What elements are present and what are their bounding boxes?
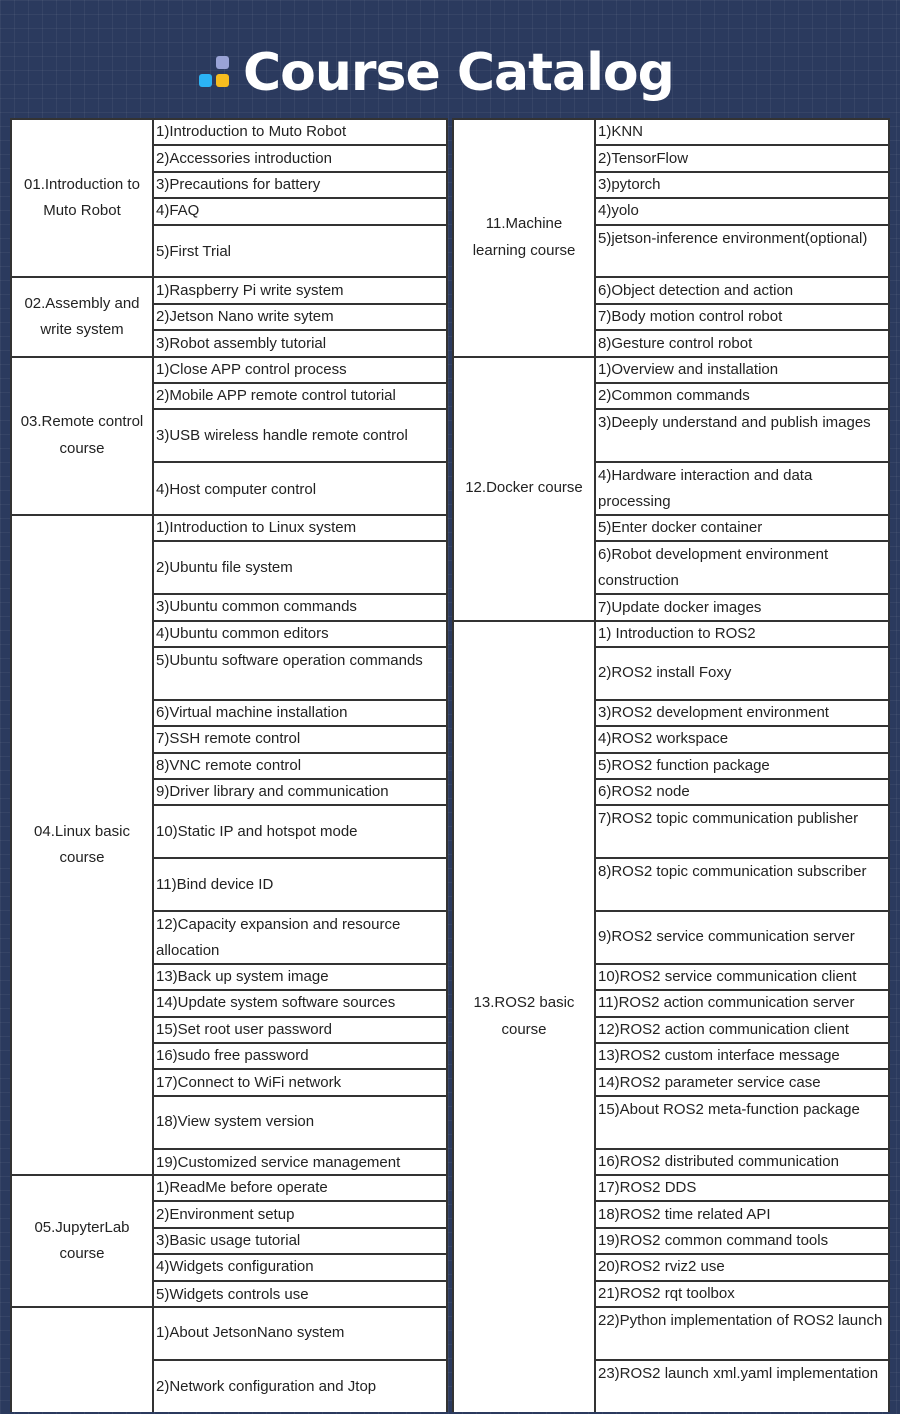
lesson-item: 7)Body motion control robot <box>596 305 888 331</box>
course-section <box>454 118 888 356</box>
lesson-item: 1)KNN <box>596 120 888 146</box>
lesson-item: 16)sudo free password <box>154 1044 446 1070</box>
lesson-item: 20)ROS2 rviz2 use <box>596 1255 888 1281</box>
lesson-item: 11)Bind device ID <box>154 859 446 912</box>
lesson-item: 3)ROS2 development environment <box>596 701 888 727</box>
course-section <box>12 118 446 276</box>
lesson-item: 6)Robot development environment construction <box>596 542 888 595</box>
lesson-item: 2)Network configuration and Jtop <box>156 1378 377 1396</box>
lesson-item: 1) Introduction to ROS2 <box>596 622 888 648</box>
lesson-item: 1)ReadMe before operate <box>154 1176 446 1202</box>
section-items <box>594 120 888 356</box>
lesson-item: 5)First Trial <box>156 242 231 260</box>
lesson-item: 2)Common commands <box>596 384 888 410</box>
course-section <box>12 514 446 1174</box>
lesson-item: 19)ROS2 common command tools <box>596 1229 888 1255</box>
page-title: Course Catalog <box>243 43 674 103</box>
section-title: 04.Linux basic course <box>34 822 130 866</box>
lesson-item: 4)Host computer control <box>156 480 317 498</box>
lesson-item: 6)Object detection and action <box>596 278 888 304</box>
lesson-item: 3)USB wireless handle remote control <box>154 410 446 463</box>
section-title: 03.Remote control course <box>20 413 144 457</box>
section-items <box>594 358 888 620</box>
lesson-item: 18)View system version <box>154 1097 446 1150</box>
course-section <box>12 1174 446 1306</box>
lesson-item: 17)Connect to WiFi network <box>154 1070 446 1096</box>
lesson-item: 1)Raspberry Pi write system <box>154 278 446 304</box>
lesson-item: 7)SSH remote control <box>154 727 446 753</box>
lesson-item: 5)Widgets controls use <box>156 1285 309 1303</box>
course-section <box>12 1306 446 1412</box>
left-course-table <box>10 118 448 1412</box>
section-items <box>152 358 446 514</box>
lesson-item: 1)Introduction to Muto Robot <box>154 120 446 146</box>
lesson-item: 17)ROS2 DDS <box>596 1176 888 1202</box>
lesson-item: 11)ROS2 action communication server <box>596 991 888 1017</box>
lesson-item: 1)Close APP control process <box>154 358 446 384</box>
lesson-item: 8)ROS2 topic communication subscriber <box>596 859 888 912</box>
lesson-item: 2)Accessories introduction <box>154 146 446 172</box>
section-items <box>152 278 446 355</box>
lesson-item: 3)pytorch <box>596 173 888 199</box>
lesson-item: 18)ROS2 time related API <box>596 1202 888 1228</box>
lesson-item: 12)ROS2 action communication client <box>596 1018 888 1044</box>
lesson-item: 9)Driver library and communication <box>154 780 446 806</box>
lesson-item: 7)Update docker images <box>598 599 762 617</box>
three-squares-logo-icon <box>199 56 233 92</box>
right-course-table <box>452 118 890 1412</box>
page-header <box>0 0 900 118</box>
lesson-item: 2)Ubuntu file system <box>154 542 446 595</box>
lesson-item: 3)Deeply understand and publish images <box>596 410 888 463</box>
lesson-item: 7)ROS2 topic communication publisher <box>596 806 888 859</box>
section-title: 01.Introduction to Muto Robot <box>24 175 140 220</box>
lesson-item: 1)Overview and installation <box>596 358 888 384</box>
section-title: 12.Docker course <box>465 479 583 497</box>
lesson-item: 3)Basic usage tutorial <box>154 1229 446 1255</box>
section-title: 13.ROS2 basic course <box>473 994 575 1038</box>
lesson-item: 2)Jetson Nano write sytem <box>154 305 446 331</box>
lesson-item: 2)Mobile APP remote control tutorial <box>154 384 446 410</box>
section-items <box>152 120 446 276</box>
lesson-item: 9)ROS2 service communication server <box>596 912 888 965</box>
lesson-item: 5)Enter docker container <box>596 516 888 542</box>
lesson-item: 5)ROS2 function package <box>596 754 888 780</box>
lesson-item: 5)jetson-inference environment(optional) <box>596 226 888 279</box>
lesson-item: 19)Customized service management <box>156 1153 401 1171</box>
lesson-item: 23)ROS2 launch xml.yaml implementation <box>598 1364 879 1382</box>
lesson-item: 10)Static IP and hotspot mode <box>154 806 446 859</box>
lesson-item: 6)Virtual machine installation <box>154 701 446 727</box>
section-title <box>12 1308 152 1412</box>
lesson-item: 13)Back up system image <box>154 965 446 991</box>
lesson-item: 10)ROS2 service communication client <box>596 965 888 991</box>
lesson-item: 2)TensorFlow <box>596 146 888 172</box>
lesson-item: 4)FAQ <box>154 199 446 225</box>
lesson-item: 4)Hardware interaction and data processing <box>596 463 888 516</box>
lesson-item: 14)ROS2 parameter service case <box>596 1070 888 1096</box>
lesson-item: 21)ROS2 rqt toolbox <box>596 1282 888 1308</box>
lesson-item: 15)Set root user password <box>154 1018 446 1044</box>
section-title: 02.Assembly and write system <box>24 294 140 338</box>
lesson-item: 3)Robot assembly tutorial <box>156 335 327 353</box>
lesson-item: 4)Ubuntu common editors <box>154 622 446 648</box>
lesson-item: 3)Precautions for battery <box>154 173 446 199</box>
section-items <box>152 1176 446 1306</box>
lesson-item: 1)About JetsonNano system <box>154 1308 446 1361</box>
lesson-item: 4)ROS2 workspace <box>596 727 888 753</box>
course-section <box>454 356 888 620</box>
course-section <box>12 356 446 514</box>
course-section <box>12 276 446 355</box>
section-items <box>594 622 888 1412</box>
course-section <box>454 620 888 1412</box>
section-items <box>152 1308 446 1412</box>
lesson-item: 8)VNC remote control <box>154 754 446 780</box>
lesson-item: 4)yolo <box>596 199 888 225</box>
lesson-item: 13)ROS2 custom interface message <box>596 1044 888 1070</box>
section-title: 11.Machine learning course <box>472 215 576 259</box>
lesson-item: 14)Update system software sources <box>154 991 446 1017</box>
logo-square-bottom-right <box>216 74 229 87</box>
lesson-item: 15)About ROS2 meta-function package <box>596 1097 888 1150</box>
lesson-item: 2)Environment setup <box>154 1202 446 1228</box>
logo-square-top <box>216 56 229 69</box>
lesson-item: 12)Capacity expansion and resource allocation <box>154 912 446 965</box>
lesson-item: 1)Introduction to Linux system <box>154 516 446 542</box>
lesson-item: 2)ROS2 install Foxy <box>596 648 888 701</box>
lesson-item: 3)Ubuntu common commands <box>154 595 446 621</box>
lesson-item: 6)ROS2 node <box>596 780 888 806</box>
lesson-item: 4)Widgets configuration <box>154 1255 446 1281</box>
section-title: 05.JupyterLab course <box>34 1218 130 1262</box>
lesson-item: 5)Ubuntu software operation commands <box>154 648 446 701</box>
section-items <box>152 516 446 1174</box>
lesson-item: 8)Gesture control robot <box>598 335 753 353</box>
lesson-item: 22)Python implementation of ROS2 launch <box>596 1308 888 1361</box>
lesson-item: 16)ROS2 distributed communication <box>596 1150 888 1176</box>
logo-square-bottom-left <box>199 74 212 87</box>
